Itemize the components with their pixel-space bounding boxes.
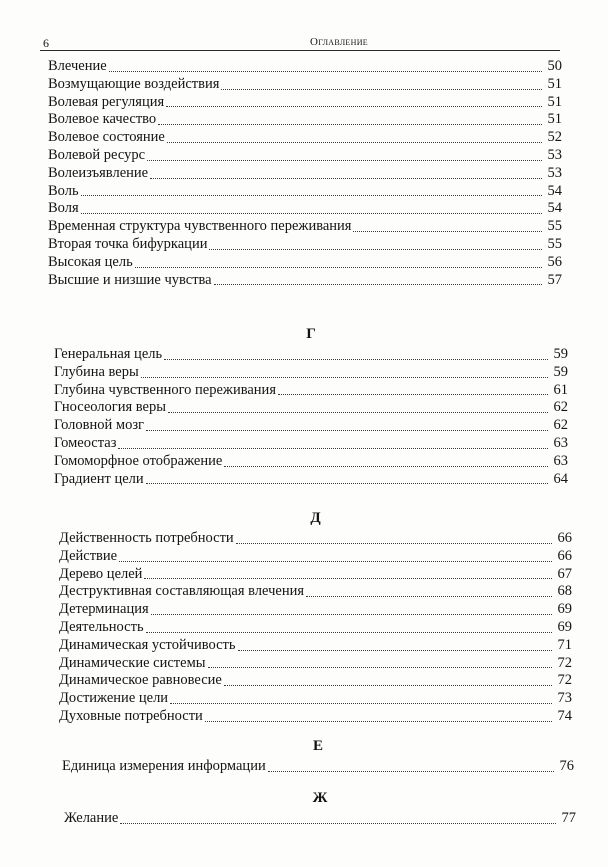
entry-page-number: 51 <box>547 93 562 110</box>
index-entry <box>59 619 572 637</box>
entry-term: Влечение <box>48 58 107 74</box>
dot-leader <box>214 272 542 285</box>
dot-leader <box>278 382 548 395</box>
dot-leader <box>141 365 548 378</box>
section-letter: Д <box>310 510 321 526</box>
index-section-g <box>54 324 568 488</box>
section-letter: Ж <box>312 790 328 806</box>
dot-leader <box>120 811 556 824</box>
index-entry <box>54 471 568 489</box>
entry-term: Действие <box>59 547 118 564</box>
entry-page-number: 59 <box>553 363 568 380</box>
entry-page-number: 74 <box>557 707 572 724</box>
entry-term: Гносеология веры <box>54 399 166 416</box>
entry-term: Волеизъявление <box>48 164 149 181</box>
entry-page-number: 57 <box>547 271 562 288</box>
index-entry <box>59 672 572 690</box>
index-entry <box>48 58 562 76</box>
dot-leader <box>81 183 542 196</box>
index-entry <box>59 601 572 619</box>
entry-term: Действенность потребности <box>59 530 234 546</box>
index-entry <box>59 548 572 566</box>
entry-term: Волевое качество <box>48 111 157 128</box>
entry-term: Головной мозг <box>54 417 144 434</box>
entry-term: Генеральная цель <box>54 346 163 362</box>
index-entry <box>54 399 568 417</box>
entry-page-number: 55 <box>547 235 562 252</box>
index-entry <box>48 147 562 165</box>
index-entry <box>48 218 562 236</box>
dot-leader <box>158 112 542 125</box>
index-section-zh <box>64 788 576 828</box>
dot-leader <box>166 94 542 107</box>
dot-leader <box>167 130 542 143</box>
running-title: Оглавление <box>310 36 368 48</box>
dot-leader <box>209 237 542 250</box>
entry-term: Гомоморфное отображение <box>54 452 223 469</box>
entry-page-number: 62 <box>553 417 568 434</box>
index-entry <box>48 129 562 147</box>
index-entry <box>62 758 574 776</box>
entry-page-number: 63 <box>553 434 568 451</box>
index-entry <box>54 417 568 435</box>
entry-term: Временная структура чувственного переживания <box>48 218 352 235</box>
section-letter: Е <box>312 738 323 754</box>
entry-page-number: 69 <box>557 618 572 635</box>
index-entry <box>54 453 568 471</box>
entry-page-number: 77 <box>561 810 576 826</box>
entry-page-number: 53 <box>547 146 562 163</box>
dot-leader <box>135 255 542 268</box>
entry-page-number: 55 <box>547 218 562 235</box>
entry-term: Градиент цели <box>54 470 144 487</box>
index-section-d <box>59 508 572 726</box>
index-entry <box>48 94 562 112</box>
entry-page-number: 66 <box>557 530 572 546</box>
page-header <box>40 36 560 51</box>
dot-leader <box>221 77 542 90</box>
dot-leader <box>168 400 548 413</box>
index-entry <box>59 708 572 726</box>
entry-page-number: 52 <box>547 129 562 146</box>
dot-leader <box>81 201 542 214</box>
index-entry <box>48 272 562 290</box>
dot-leader <box>224 454 548 467</box>
entry-term: Воля <box>48 200 79 217</box>
dot-leader <box>146 620 552 633</box>
entry-term: Достижение цели <box>59 690 169 707</box>
index-entry <box>59 655 572 673</box>
dot-leader <box>147 148 542 161</box>
dot-leader <box>306 584 552 597</box>
entry-page-number: 51 <box>547 75 562 92</box>
entry-page-number: 68 <box>557 583 572 600</box>
entry-page-number: 51 <box>547 111 562 128</box>
index-entry <box>59 583 572 601</box>
dot-leader <box>353 219 542 232</box>
entry-page-number: 61 <box>553 381 568 398</box>
index-entry <box>54 382 568 400</box>
entry-term: Деструктивная составляющая влечения <box>59 583 305 600</box>
entry-term: Единица измерения информации <box>62 758 266 774</box>
index-section-e <box>62 736 574 776</box>
entry-term: Волевая регуляция <box>48 93 165 110</box>
entry-term: Динамические системы <box>59 654 206 671</box>
index-entry <box>59 690 572 708</box>
entry-term: Динамическая устойчивость <box>59 636 236 653</box>
dot-leader <box>236 531 552 544</box>
dot-leader <box>144 566 552 579</box>
entry-term: Духовные потребности <box>59 707 203 724</box>
entry-page-number: 71 <box>557 636 572 653</box>
entry-term: Вторая точка бифуркации <box>48 235 208 252</box>
dot-leader <box>268 759 554 772</box>
dot-leader <box>238 638 553 651</box>
section-letter: Г <box>306 326 316 342</box>
index-entry <box>48 236 562 254</box>
entry-page-number: 76 <box>559 758 574 774</box>
entry-term: Глубина веры <box>54 363 139 380</box>
entry-page-number: 54 <box>547 200 562 217</box>
entry-term: Высшие и низшие чувства <box>48 271 212 288</box>
entry-term: Высокая цель <box>48 253 133 270</box>
entry-term: Волевой ресурс <box>48 146 146 163</box>
entry-page-number: 66 <box>557 547 572 564</box>
entry-term: Гомеостаз <box>54 434 117 451</box>
index-entry <box>48 165 562 183</box>
entry-term: Дерево целей <box>59 565 143 582</box>
entry-page-number: 63 <box>553 452 568 469</box>
dot-leader <box>150 166 542 179</box>
entry-page-number: 72 <box>557 672 572 689</box>
entry-page-number: 50 <box>547 58 562 74</box>
entry-term: Воль <box>48 182 79 199</box>
dot-leader <box>170 691 552 704</box>
index-entry <box>48 111 562 129</box>
entry-term: Волевое состояние <box>48 129 165 146</box>
page-number: 6 <box>43 36 49 50</box>
entry-term: Динамическое равновесие <box>59 672 222 689</box>
index-entry <box>54 364 568 382</box>
dot-leader <box>151 602 552 615</box>
dot-leader <box>208 655 553 668</box>
dot-leader <box>164 347 548 360</box>
entry-term: Деятельность <box>59 618 144 635</box>
entry-term: Возмущающие воздействия <box>48 75 220 92</box>
index-entry <box>48 183 562 201</box>
dot-leader <box>119 549 552 562</box>
entry-page-number: 72 <box>557 654 572 671</box>
entry-page-number: 64 <box>553 470 568 487</box>
index-entry <box>59 637 572 655</box>
dot-leader <box>224 673 552 686</box>
dot-leader <box>205 709 552 722</box>
dot-leader <box>146 471 548 484</box>
index-entry <box>64 810 576 828</box>
entry-page-number: 73 <box>557 690 572 707</box>
entry-page-number: 54 <box>547 182 562 199</box>
entry-term: Глубина чувственного переживания <box>54 381 276 398</box>
entry-page-number: 59 <box>553 346 568 362</box>
entry-term: Желание <box>64 810 119 826</box>
index-entry <box>48 200 562 218</box>
entry-page-number: 67 <box>557 565 572 582</box>
index-entry <box>48 76 562 94</box>
index-entry <box>59 566 572 584</box>
entry-term: Детерминация <box>59 601 149 618</box>
index-entry <box>54 346 568 364</box>
index-entry <box>54 435 568 453</box>
entry-page-number: 53 <box>547 164 562 181</box>
entry-page-number: 69 <box>557 601 572 618</box>
entry-page-number: 56 <box>547 253 562 270</box>
index-entry <box>59 530 572 548</box>
entry-page-number: 62 <box>553 399 568 416</box>
dot-leader <box>109 59 542 72</box>
index-section-v <box>48 58 562 289</box>
dot-leader <box>118 436 548 449</box>
index-entry <box>48 254 562 272</box>
dot-leader <box>146 418 548 431</box>
